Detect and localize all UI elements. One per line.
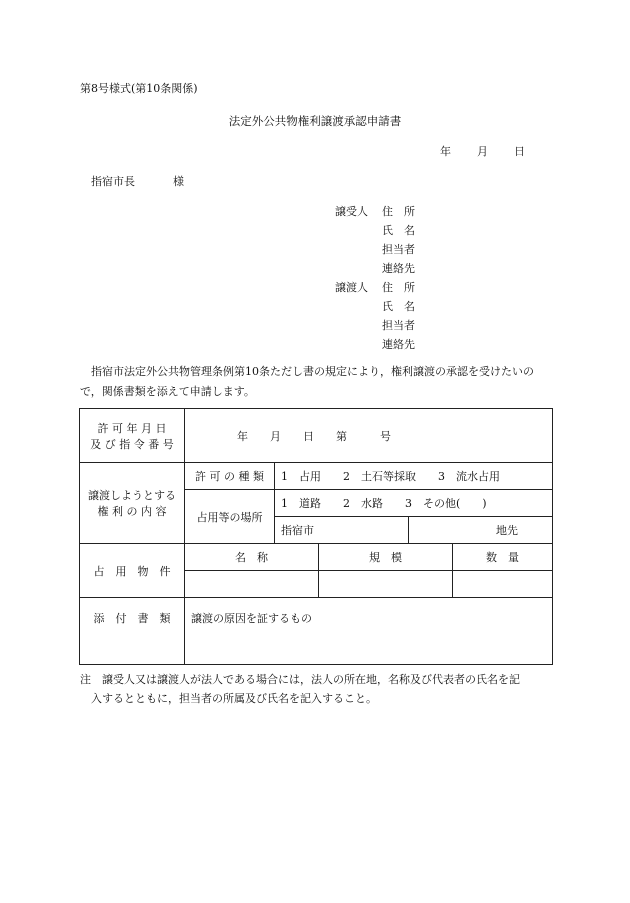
date-year: 年	[440, 145, 451, 158]
occupancy-col-name: 名 称	[185, 544, 319, 571]
addressee	[91, 173, 184, 189]
addressee-honorific: 様	[173, 175, 184, 188]
transferee-row-contact-person	[335, 241, 415, 259]
date-month: 月	[477, 145, 488, 158]
transferor-person-label: 担当者	[382, 319, 415, 332]
permit-date-label-line1: 許 可 年 月 日	[97, 421, 167, 435]
permit-date-label-line2: 及 び 指 令 番 号	[90, 437, 174, 451]
document-title: 法定外公共物権利譲渡承認申請書	[228, 114, 402, 128]
footnote-line2: 入するとともに，担当者の所属及び氏名を記入すること。	[91, 692, 377, 705]
transferee-contact-label: 連絡先	[382, 262, 415, 275]
location-type-value[interactable]: 1 道路 2 水路 3 その他( )	[275, 490, 553, 517]
transferor-row-contact	[335, 336, 415, 354]
footnote-line1: 注 譲受人又は譲渡人が法人である場合には，法人の所在地，名称及び代表者の氏名を記	[80, 673, 520, 686]
transferee-name-label: 氏 名	[382, 224, 415, 237]
transferee-person-label: 担当者	[382, 243, 415, 256]
form-number: 第8号様式(第10条関係)	[80, 82, 198, 95]
permit-type-value[interactable]: 1 占用 2 土石等採取 3 流水占用	[275, 463, 553, 490]
location-suffix: 地先	[496, 524, 518, 537]
location-label: 占用等の場所	[185, 490, 275, 544]
rights-label-line1: 譲渡しようとする	[88, 489, 176, 502]
transferor-name-label: 氏 名	[382, 300, 415, 313]
application-body-text: 指宿市法定外公共物管理条例第10条ただし書の規定により，権利譲渡の承認を受けたいので，関係書類を添えて申請します。	[80, 365, 534, 398]
occupancy-scale-input[interactable]	[319, 571, 453, 598]
location-city: 指宿市	[281, 524, 314, 537]
location-city-cell[interactable]	[275, 517, 409, 544]
permit-date-label-cell	[80, 409, 185, 463]
date-day: 日	[514, 145, 525, 158]
attachment-label: 添 付 書 類	[80, 598, 185, 665]
transferee-row-address	[335, 203, 415, 221]
transferor-contact-label: 連絡先	[382, 338, 415, 351]
transferee-row-contact	[335, 260, 415, 278]
permit-date-value[interactable]: 年 月 日 第 号	[185, 409, 553, 463]
occupancy-col-quantity: 数 量	[453, 544, 553, 571]
transferor-row-address	[335, 279, 415, 297]
attachment-value[interactable]: 譲渡の原因を証するもの	[185, 598, 553, 665]
location-suffix-cell[interactable]	[409, 517, 553, 544]
transferor-address-label: 住 所	[382, 281, 415, 294]
footnote	[80, 670, 552, 708]
transferee-row-name	[335, 222, 415, 240]
rights-label-cell	[80, 463, 185, 544]
permit-type-label: 許 可 の 種 類	[185, 463, 275, 490]
transferee-address-label: 住 所	[382, 205, 415, 218]
occupancy-name-input[interactable]	[185, 571, 319, 598]
transferor-role: 譲渡人	[335, 281, 368, 294]
occupancy-col-scale: 規 模	[319, 544, 453, 571]
occupancy-quantity-input[interactable]	[453, 571, 553, 598]
addressee-name: 指宿市長	[91, 175, 135, 188]
date-line	[440, 143, 525, 159]
application-form-table	[79, 408, 553, 665]
occupancy-label: 占 用 物 件	[80, 544, 185, 598]
transferor-row-contact-person	[335, 317, 415, 335]
transferee-role: 譲受人	[335, 205, 368, 218]
transferor-row-name	[335, 298, 415, 316]
rights-label-line2: 権 利 の 内 容	[97, 505, 167, 518]
